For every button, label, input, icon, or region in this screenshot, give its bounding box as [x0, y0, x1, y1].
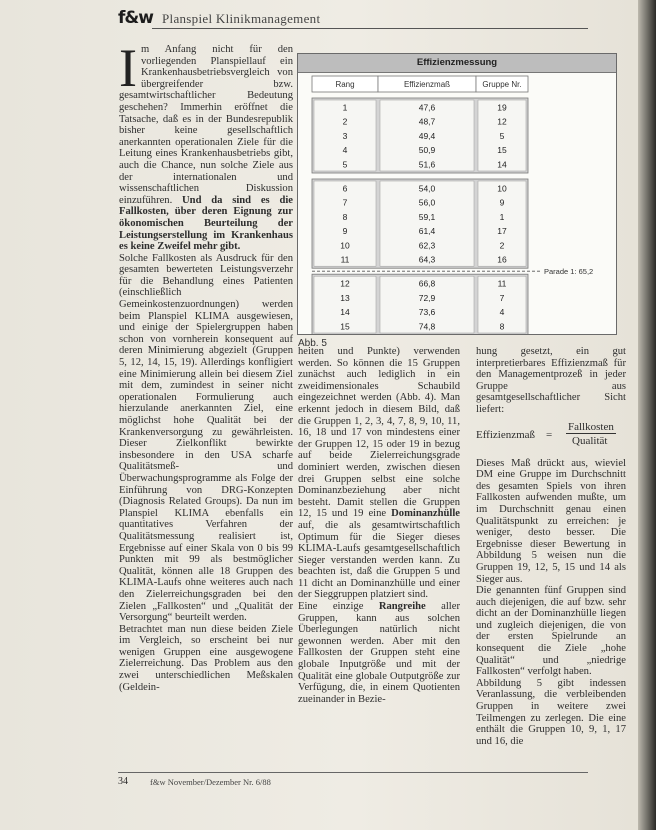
group-number-cell: 17: [497, 226, 507, 237]
group-number-cell: 15: [497, 145, 507, 156]
paragraph-ranking-end: aller Gruppen, kann aus solchen Überlegungen natürlich nicht gewonnen werden. Aber mit den Fallkosten der Gruppen steht eine globale Inputgröße und mit der Qualität eine globale Outputgröße zur Verfügung, die, in einem Quotienten zueinander in Bezie-: [298, 601, 460, 705]
efficiency-value-cell: 49,4: [418, 130, 436, 141]
text-column-2: [298, 346, 460, 742]
rank-cell: 15: [340, 321, 350, 332]
rank-cell: 11: [340, 254, 350, 265]
rank-cell: 10: [340, 240, 350, 251]
group-number-cell: 9: [499, 197, 505, 208]
efficiency-value-cell: 54,0: [418, 183, 436, 194]
rank-cell: 13: [340, 292, 350, 303]
efficiency-value-cell: 59,1: [418, 211, 436, 222]
group-number-cell: 8: [499, 321, 505, 332]
rank-cell: 5: [342, 159, 348, 170]
paragraph-efficiency: hung gesetzt, ein gut interpretierbares Effizienzmaß für den Managementprozeß in jeder Gruppe aus gesamtgesellschaftlicher Sicht liefert:: [476, 346, 626, 415]
efficiency-value-cell: 61,4: [418, 226, 436, 237]
paragraph-measure: Dieses Maß drückt aus, wieviel DM eine Gruppe im Durchschnitt des gesamten Spiels von ihren Fallkosten aufwenden mußte, um im Durchschnitt genau einen Qualitätspunkt zu erreichen: je weniger, desto besser. Die Ergebnisse dieser Bewertung in Abbildung 5 weisen nun die Gruppen 19, 12, 5, 15 und 14 als Sieger aus.: [476, 457, 626, 585]
formula-numerator: Fallkosten: [568, 420, 614, 433]
table-column-cell: [380, 181, 474, 266]
paragraph-subsets: Abbildung 5 gibt indessen Veranlassung, die verbleibenden Gruppen in weitere zwei Teilmengen zu zerlegen. Die eine enthält die Gruppen 10, 9, 1, 17 und 16, die: [476, 677, 626, 747]
page-gutter-shadow: [638, 0, 656, 830]
group-number-cell: 7: [499, 292, 505, 303]
term-rangreihe: Rangreihe: [378, 601, 426, 613]
rank-cell: 7: [342, 197, 348, 208]
efficiency-value-cell: 51,6: [418, 159, 436, 170]
efficiency-value-cell: 64,3: [418, 254, 436, 265]
table-header-label: Effizienzmaß: [403, 80, 451, 89]
paragraph-intro-bold: Und da sind es die Fallkosten, über deren Eignung zur ökonomischen Beurteilung der Leistungserstellung im Krankenhaus es keine Zweifel mehr gibt.: [119, 194, 293, 253]
figure-caption: Abb. 5: [298, 338, 327, 349]
efficiency-value-cell: 72,9: [418, 292, 436, 303]
rank-cell: 3: [342, 130, 348, 141]
rank-cell: 1: [342, 102, 348, 113]
rank-cell: 8: [342, 211, 348, 222]
paragraph-comparison: Betrachtet man nun diese beiden Ziele im Vergleich, so erscheint bei nur wenigen Gruppen eine ausgewogene Zielerreichung. Das Problem aus den zwei unterschiedlichen Meßskalen (Geldein-: [119, 623, 293, 693]
table-header-label: Rang: [335, 80, 355, 89]
efficiency-value-cell: 47,6: [418, 102, 436, 113]
table-column-cell: [314, 181, 376, 266]
group-number-cell: 4: [499, 307, 505, 318]
paragraph-dominance: heiten und Punkte) verwenden werden. So können die 15 Gruppen zunächst auch lediglich in ein zweidimensionales Schaubild eingezeichnet werden (Abb. 4). Man erkennt jedoch in diesem Bild, daß die Gruppen 1, 2, 3, 4, 7, 8, 9, 10, 11, 16, 18 und 17 von mindestens einer der Gruppen 12, 15 oder 19 in bezug auf beide Zielerreichungsgrade dominiert werden, zwischen diesen drei Gruppen selbst eine solche Dominanzbeziehung aber nicht besteht. Damit stellen die Gruppen 12, 15 und 19 eine: [298, 346, 460, 520]
formula-equals: =: [546, 428, 553, 441]
rank-cell: 6: [342, 183, 348, 194]
formula-lhs: Effizienzmaß: [476, 428, 536, 441]
drop-cap: I: [119, 38, 137, 98]
rank-cell: 2: [342, 116, 348, 127]
rank-cell: 9: [342, 226, 348, 237]
formula-denominator: Qualität: [572, 434, 608, 447]
rank-cell: 4: [342, 145, 348, 156]
section-title: Planspiel Klinikmanagement: [162, 11, 321, 26]
page-number: 34: [118, 776, 128, 787]
efficiency-value-cell: 66,8: [418, 278, 436, 289]
efficiency-value-cell: 56,0: [418, 197, 436, 208]
text-column-3: [476, 346, 626, 747]
efficiency-value-cell: 48,7: [418, 116, 436, 127]
efficiency-value-cell: 62,3: [418, 240, 436, 251]
paragraph-dominance-end: auf, die als gesamtwirtschaftlich Optimum für die Sieger dieses KLIMA-Laufs gesamtgesellschaftlich Sieger verstanden werden kann. Zu beachten ist, daß die Gruppen 5 und 11 dicht an Dominanzhülle und einer der Sieggruppen platziert sind.: [298, 519, 460, 601]
efficiency-value-cell: 73,6: [418, 307, 436, 318]
group-number-cell: 16: [497, 254, 507, 265]
footer-rule: [118, 772, 588, 773]
efficiency-value-cell: 74,8: [418, 321, 436, 332]
group-number-cell: 12: [497, 116, 507, 127]
page-footer: [118, 776, 588, 790]
rank-cell: 12: [340, 278, 350, 289]
paragraph-intro: m Anfang nicht für den vorliegenden Planspiellauf ein Krankenhausbetriebsvergleich von übergreifender bzw. gesamtwirtschaftlicher Bedeutung geschehen? Immerhin eröffnet die Tatsache, daß es in der Bundesrepublik bisher keine gesellschaftlich anerkannten operationalen Ziele für die Leitung eines Krankenhausbetriebs gibt, auch die Chance, nun solche Ziele aus der internationalen und wissenschaftlichen Diskussion einzuführen.: [119, 44, 293, 206]
efficiency-table-svg: [298, 54, 616, 334]
figure-title: Effizienzmessung: [416, 57, 498, 68]
group-number-cell: 19: [497, 102, 507, 113]
group-number-cell: 2: [499, 240, 505, 251]
group-number-cell: 1: [499, 211, 505, 222]
paragraph-ranking: Eine einzige: [298, 601, 364, 613]
group-number-cell: 11: [497, 278, 507, 289]
paragraph-fallkosten: Solche Fallkosten als Ausdruck für den gesamten bewerteten Leistungsverzehr für die Behandlung eines Patienten (einschließlich Gemeinkostenzuordnungen) werden beim Planspiel KLIMA ausgewiesen, und einige der Spielergruppen haben schon von vornherein konsequent auf deren Minimierung abgezielt (Gruppen 5, 12, 14, 15, 19). Allerdings konfligiert eine Minimierung allein bei diesem Ziel mit dem, zumindest in seiner nicht operationalen Formulierung auch hierzulande anerkannten Ziel, eine möglichst hohe Qualität bei der Krankenversorgung zu gewährleisten. Dieser Zielkonflikt bewirkte insbesondere in den USA scharfe Qualitätsmeß- und Überwachungsprogramme als Folge der Einführung von DRG-Konzepten (Diagnosis Related Groups). Da nun im Planspiel KLIMA ebenfalls ein quantitatives Verfahren der Qualitätsmessung realisiert ist, Ergebnisse auf einer Skala von 0 bis 99 Punkten mit 99 als bestmöglicher Qualität, können alle 18 Gruppen des KLIMA-Laufs ohne weiteres auch nach den Zielerreichungsgraden bei den Zielen „Fallkosten“ und „Qualität der Versorgung“ beurteilt werden.: [119, 252, 293, 624]
efficiency-table-figure: [297, 53, 617, 335]
rank-cell: 14: [340, 307, 350, 318]
efficiency-value-cell: 50,9: [418, 145, 436, 156]
term-dominanzhuelle: Dominanzhülle: [391, 508, 460, 520]
group-number-cell: 10: [497, 183, 507, 194]
header-rule: [152, 28, 588, 29]
group-number-cell: 5: [499, 130, 505, 141]
threshold-annotation: Parade 1: 65,2: [544, 267, 594, 277]
page-header: [118, 6, 588, 32]
journal-logo: f&w: [118, 8, 153, 28]
table-column-cell: [478, 181, 526, 266]
table-header-label: Gruppe Nr.: [482, 80, 522, 89]
footer-issue: f&w November/Dezember Nr. 6/88: [150, 777, 271, 787]
text-column-1: [119, 38, 293, 744]
efficiency-formula: [476, 422, 626, 450]
paragraph-winners: Die genannten fünf Gruppen sind auch diejenigen, die auf bzw. sehr dicht an der Dominanzhülle liegen und zugleich diejenigen, die von der ersten Spielrunde an konsequent die Ziele „hohe Qualität“ und „niedrige Fallkosten“ verfolgt haben.: [476, 585, 626, 678]
group-number-cell: 14: [497, 159, 507, 170]
